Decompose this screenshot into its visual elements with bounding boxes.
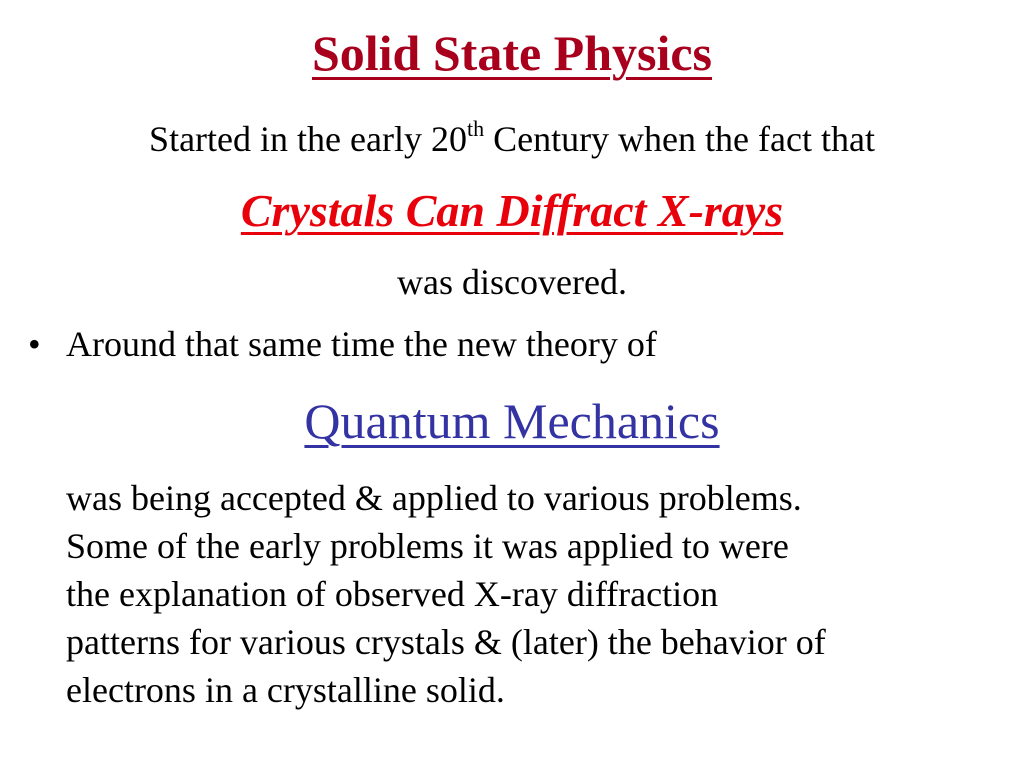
paragraph-line: was being accepted & applied to various problems. (66, 478, 802, 518)
intro-superscript: th (466, 116, 485, 141)
paragraph-line: patterns for various crystals & (later) the behavior of (66, 622, 826, 662)
bullet-item (28, 326, 657, 362)
paragraph-line: electrons in a crystalline solid. (66, 670, 505, 710)
crystals-diffract-heading: Crystals Can Diffract X-rays (240, 185, 784, 236)
discovered-line: was discovered. (397, 262, 627, 302)
slide-title: Solid State Physics (311, 25, 713, 81)
paragraph-line: the explanation of observed X-ray diffraction (66, 574, 719, 614)
quantum-mechanics-heading: Quantum Mechanics (304, 393, 720, 449)
bullet-marker: • (28, 324, 41, 364)
intro-text-before: Started in the early 20 (149, 119, 467, 159)
bullet-text: Around that same time the new theory of (66, 324, 657, 364)
body-paragraph (66, 474, 1006, 714)
intro-line (0, 116, 1024, 159)
intro-text-after: Century when the fact that (484, 119, 875, 159)
paragraph-line: Some of the early problems it was applied to were (66, 526, 789, 566)
